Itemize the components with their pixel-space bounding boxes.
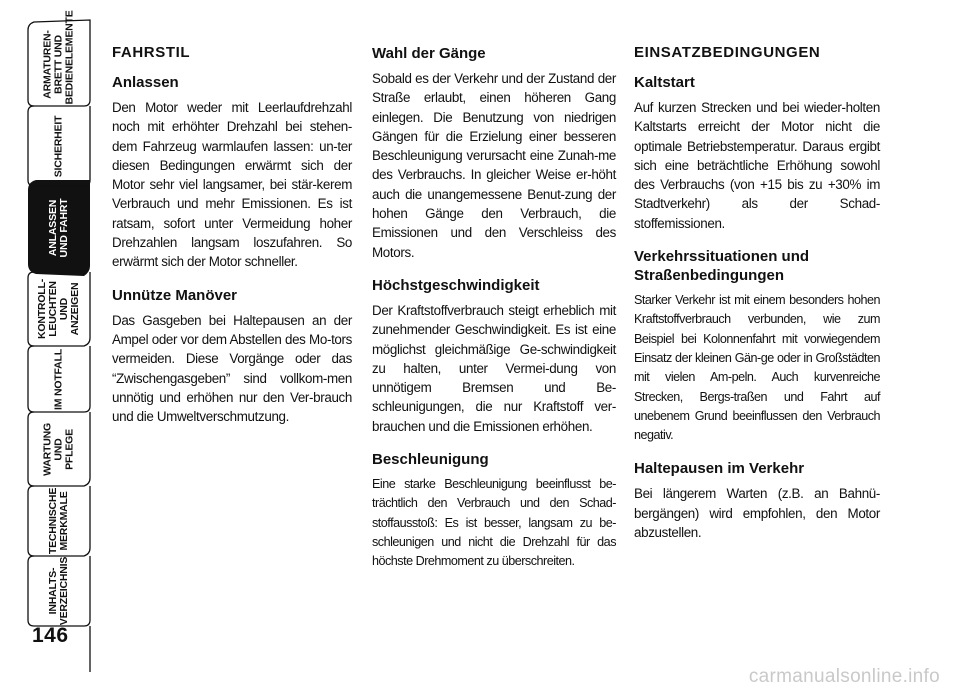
tab-label: ANLASSEN UND FAHRT	[47, 198, 70, 258]
section-heading-einsatzbedingungen: EINSATZBEDINGUNGEN	[634, 44, 821, 61]
paragraph-haltepausen: Bei längerem Warten (z.B. an Bahnü-bergängen) wird empfohlen, den Motor abzustellen.	[634, 486, 880, 541]
paragraph-verkehrssituationen: Starker Verkehr ist mit einem besonders hohen Kraftstoffverbrauch verbunden, wie zum Beispiel bei Kolonnenfahrt mit vorwiegendem Einsatz der kleinen Gän-ge oder in Großstädten mit vielen Am-peln. Auch kurvenreiche Strecken, Bergs-traßen und Fahrt auf unebenem Grund beeinflussen den Verbrauch negativ.	[634, 293, 880, 443]
subheading-wahl-der-gaenge: Wahl der Gänge	[372, 45, 486, 62]
tab-im-notfall[interactable]	[28, 346, 90, 412]
tab-label: TECHNISCHE MERKMALE	[47, 487, 71, 555]
tab-inhaltsverzeichnis[interactable]	[28, 556, 90, 626]
tab-kontrollleuchten[interactable]	[28, 272, 90, 346]
subheading-hoechstgeschwindigkeit: Höchstgeschwindigkeit	[372, 276, 540, 294]
subheading-verkehrssituationen: Verkehrssituationen und Straßenbedingungen	[634, 248, 810, 285]
page-number: 146	[32, 624, 69, 647]
subheading-kaltstart: Kaltstart	[634, 74, 695, 91]
chapter-tab-strip	[0, 0, 110, 692]
column-1	[112, 44, 352, 440]
subheading-anlassen: Anlassen	[112, 74, 179, 91]
tab-label: WARTUNG UND PFLEGE	[41, 422, 76, 476]
tab-label: KONTROLL- LEUCHTEN UND ANZEIGEN	[36, 278, 81, 340]
tab-sicherheit[interactable]	[28, 106, 90, 186]
watermark: carmanualsonline.info	[748, 666, 940, 687]
tab-wartung-und-pflege[interactable]	[28, 412, 90, 486]
paragraph-hoechstgeschwindigkeit: Der Kraftstoffverbrauch steigt erheblich mit zunehmender Geschwindigkeit. Es ist eine möglichst gleichmäßige Ge-schwindigkeit zu halten, unter Vermei-dung von unnötigem Bremsen und Be-schleunigungen, die nur Kraftstoff ver-brauchen und die Emissionen erhöhen.	[372, 302, 616, 434]
tab-anlassen-und-fahrt[interactable]	[28, 182, 90, 274]
paragraph-wahl-der-gaenge: Sobald es der Verkehr und der Zustand der Straße erlaubt, einen höheren Gang einlegen. Die Benutzung von niedrigen Gängen für die Erzielung einer besseren Beschleunigung verursacht eine Zunah-me des Verbrauchs. In gleicher Weise er-höht auch die unangemessene Benut-zung der hohen Gänge den Verbrauch, die Emissionen und den Verschleiss des Motors.	[372, 71, 616, 260]
section-heading-fahrstil: FAHRSTIL	[112, 44, 191, 61]
tab-label: IM NOTFALL	[52, 348, 65, 410]
paragraph-beschleunigung: Eine starke Beschleunigung beeinflusst be-trächtlich den Verbrauch und den Schad-stoffausstoß: Es ist besser, langsam zu be-schleunigen und nicht die Drehzahl für das höchste Drehmoment zu überschreiten.	[372, 477, 616, 569]
subheading-unnuetze-manoever: Unnütze Manöver	[112, 286, 238, 304]
column-3	[634, 44, 880, 556]
tab-label: INHALTS- VERZEICHNIS	[47, 556, 70, 626]
tab-armaturenbrett[interactable]	[28, 9, 90, 106]
paragraph-anlassen: Den Motor weder mit Leerlaufdrehzahl noch mit erhöhter Drehzahl bei stehen-dem Fahrzeug warmlaufen lassen: un-ter diesen Bedingungen erwärmt sich der Motor sehr viel langsamer, bei stär-kerem Verbrauch und mehr Emissionen. Es ist ratsam, sofort unter Vermeidung hoher Drehzahlen langsam loszufahren. So erwärmt sich der Motor schneller.	[112, 100, 352, 270]
paragraph-kaltstart: Auf kurzen Strecken und bei wieder-holten Kaltstarts erreicht der Motor nicht die optimale Betriebstemperatur. Daraus ergibt sich eine beträchtliche Erhöhung sowohl des Verbrauchs (von +15 bis zu +30% im Stadtverkehr) als der Schad-stoffemissionen.	[634, 100, 880, 231]
subheading-haltepausen: Haltepausen im Verkehr	[634, 460, 805, 478]
paragraph-unnuetze-manoever: Das Gasgeben bei Haltepausen an der Ampel oder vor dem Abstellen des Mo-tors vermeiden. Diese Vorgänge oder das “Zwischengasgeben” sind vollkom-men unnötig und erhöhen nur den Ver-brauch und die Umweltverschmutzung.	[112, 312, 352, 425]
tab-technische-merkmale[interactable]	[28, 486, 90, 556]
tab-label: SICHERHEIT	[52, 115, 65, 177]
column-2	[372, 44, 616, 586]
subheading-beschleunigung: Beschleunigung	[372, 451, 489, 469]
tab-label: ARMATUREN- BRETT UND BEDIENELEMENTE	[41, 9, 76, 104]
